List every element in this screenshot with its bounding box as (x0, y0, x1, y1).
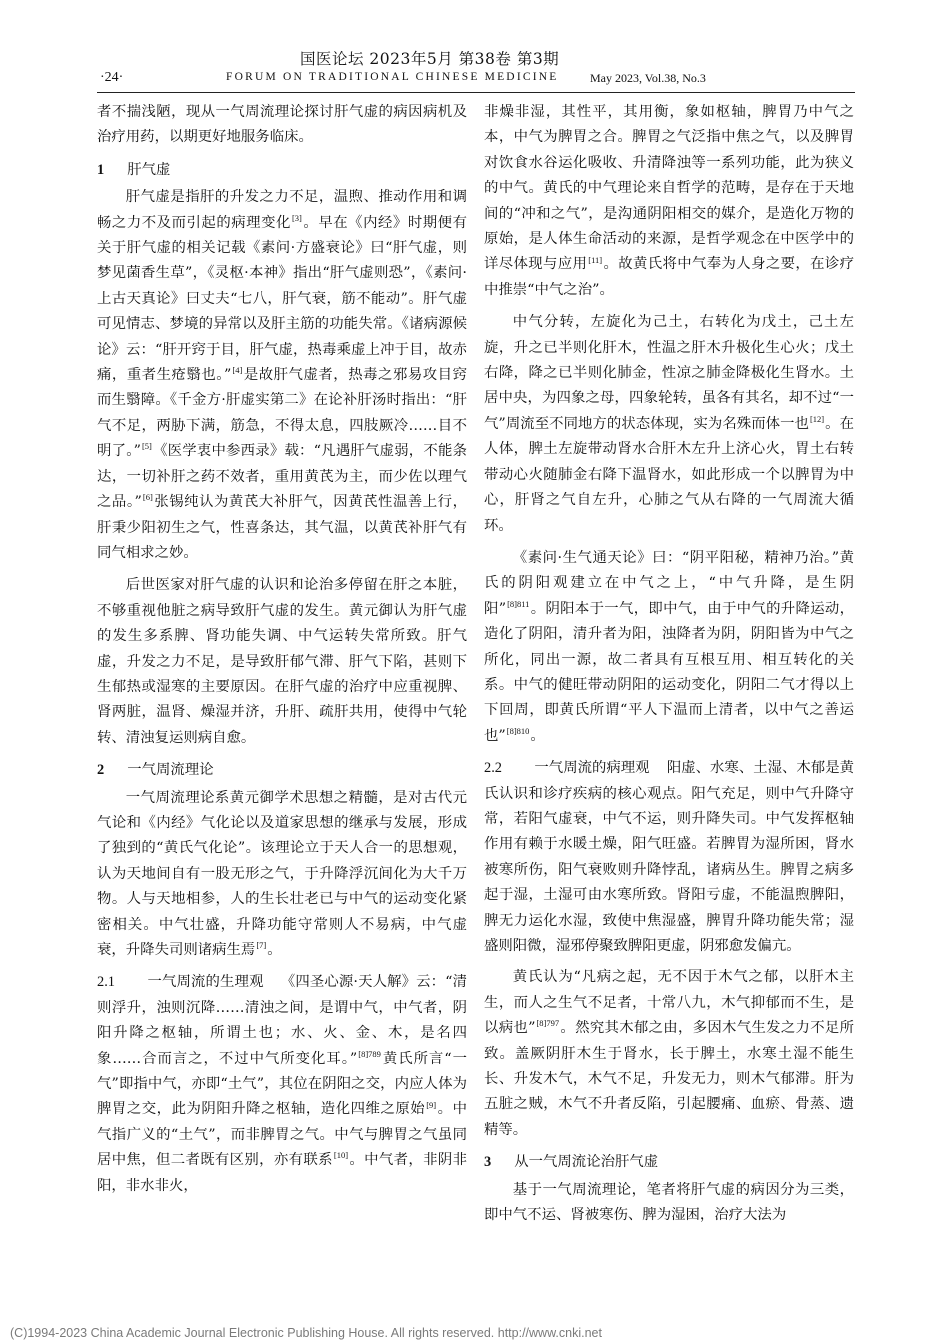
text-run: 中气分转，左旋化为己土，右转化为戊土，己土左旋，升之已半则化肝木，性温之肝木升极化生心火；戊土右降，降之已半则化肺金，性凉之肺金降极化生肾水。土居中央，为四象之母，四象轮转，虽各有其名，却不过“一气”周流至不同地方的状态体现，实为名殊而体一也 (484, 314, 854, 432)
section-title: 肝气虚 (127, 161, 171, 178)
citation[interactable]: [7] (256, 940, 267, 951)
section-heading-3 (484, 1150, 854, 1175)
paragraph: 基于一气周流理论，笔者将肝气虚的病因分为三类，即中气不运、肾被寒伤、脾为湿困，治疗大法为 (484, 1181, 854, 1224)
text-run: 黄氏认为“凡病之起，无不因于木气之郁，以肝木主生，而人之生气不足者，十常八九，木气抑郁而不生，是以病也” (484, 969, 854, 1037)
text-run: 《素问·生气通天论》曰：“阴平阳秘，精神乃治。”黄氏的阴阳观建立在中气之上，“中气升降，是生阴阳” (484, 549, 854, 617)
text-run: 。早在《内经》时期便有关于肝气虚的相关记载《素问·方盛衰论》曰“肝气虚，则梦见菌香生草”，《灵枢·本神》指出“肝气虚则恐”，《素问·上古天真论》曰丈夫“七八，肝气衰，筋不能动”。肝气虚可见情志、梦境的异常以及肝主筋的功能失常。《诸病源候论》云：“肝开窍于目，肝气虚，热毒乘虚上冲于目，故赤痛，重者生疮翳也。” (97, 214, 467, 384)
paragraph (484, 546, 854, 749)
subsection-number: 2.1 (97, 974, 115, 991)
text-run: 《四圣心源·天人解》云：“清则浮升，浊则沉降……清浊之间，是谓中气，中气者，阴阳升降之枢轴，所谓土也；水、火、金、木，是名四象……合而言之，不过中气所变化耳。” (97, 974, 467, 1067)
header-rule (97, 92, 855, 93)
citation[interactable]: [6] (142, 492, 153, 503)
citation[interactable]: [10] (333, 1150, 349, 1161)
paragraph (484, 965, 854, 1143)
citation[interactable]: [8]811 (507, 598, 530, 609)
text-run: 。然究其木郁之由，多因木气生发之力不足所致。盖厥阴肝木生于肾水，长于脾土，水寒土湿不能生长、升发木气，木气不足，升发无力，则木气郁滞。肝为五脏之贼，木气不升者反陷，引起腰痛、血瘀、骨蒸、遗精等。 (484, 1020, 854, 1138)
paragraph: 者不揣浅陋，现从一气周流理论探讨肝气虚的病因病机及治疗用药，以期更好地服务临床。 (97, 104, 467, 146)
text-run: 。中气者，非阴非阳，非水非火， (97, 1152, 467, 1194)
citation[interactable]: [8]797 (536, 1018, 560, 1029)
section-heading-2 (97, 758, 467, 783)
text-run: 。故黄氏将中气奉为人身之要，在诊疗中推崇“中气之治”。 (484, 256, 854, 298)
subsection-2-2 (484, 756, 854, 959)
text-run: 张锡纯认为黄芪大补肝气，因黄芪性温善上行，肝秉少阳初生之气，性喜条达，其气温，以黄芪补肝气有同气相求之妙。 (97, 494, 467, 561)
subsection-title: 一气周流的病理观 (534, 760, 650, 777)
subsection-number: 2.2 (484, 760, 502, 777)
paragraph (97, 185, 467, 566)
section-heading-1 (97, 158, 467, 183)
copyright-footer: (C)1994-2023 China Academic Journal Electronic Publishing House. All rights reserved. http://www.cnki.net (10, 1326, 602, 1340)
left-column (97, 100, 467, 1205)
journal-title-en: FORUM ON TRADITIONAL CHINESE MEDICINE (226, 71, 559, 83)
text-run: 。 (530, 727, 545, 744)
section-title: 从一气周流论治肝气虚 (514, 1154, 659, 1171)
citation[interactable]: [4] (232, 365, 243, 376)
citation[interactable]: [5] (141, 441, 152, 452)
text-run: 。在人体，脾土左旋带动肾水合肝木左升上济心火，胃土右转带动心火随肺金右降下温肾水，如此形成一个以脾胃为中心，肝肾之气自左升，心肺之气从右降的一气周流大循环。 (484, 415, 854, 534)
section-number: 1 (97, 161, 105, 178)
text-run: 《医学衷中参西录》载：“凡遇肝气虚弱，不能条达，一切补肝之药不效者，重用黄芪为主，而少佐以理气之品。” (97, 443, 467, 511)
text-run: 是故肝气虚者，热毒之邪易攻目窍而生翳障。《千金方·肝虚实第二》在论补肝汤时指出：“肝气不足，两胁下满，筋急，不得太息，四肢厥冷……目不明了。” (97, 367, 467, 460)
text-run: 肝气虚是指肝的升发之力不足，温煦、推动作用和调畅之力不及而引起的病理变化 (97, 189, 467, 231)
right-column (484, 100, 854, 1235)
text-run: 。中气指广义的“土气”，而非脾胃之气。中气与脾胃之气虽同居中焦，但二者既有区别，亦有联系 (97, 1101, 467, 1169)
paragraph (97, 786, 467, 964)
citation[interactable]: [3] (291, 212, 302, 223)
page-number: ·24· (100, 70, 124, 85)
journal-title-cn: 国医论坛 2023年5月 第38卷 第3期 (300, 50, 560, 68)
issue-date: May 2023, Vol.38, No.3 (590, 71, 706, 85)
text-run: 。阴阳本于一气，即中气，由于中气的升降运动，造化了阴阳，清升者为阳，浊降者为阴，阴阳皆为中气之所化，同出一源，故二者具有互根互用、相互转化的关系。中气的健旺带动阴阳的运动变化，阴阳二气才得以上下回周，即黄氏所谓“平人下温而上清者，以中气之善运也” (484, 600, 854, 744)
citation[interactable]: [8]789 (358, 1048, 381, 1059)
paragraph (484, 310, 854, 539)
citation[interactable]: [11] (588, 254, 603, 265)
section-title: 一气周流理论 (127, 762, 214, 779)
citation[interactable]: [8]810 (506, 725, 530, 736)
text-run: 阳虚、水寒、土湿、木郁是黄氏认识和诊疗疾病的核心观点。阳气充足，则中气升降守常，若阳气虚衰，中气不运，则升降失司。中气发挥枢轴作用有赖于水暖土燥，阳气旺盛。若脾胃为湿所困，肾水被寒所伤，阳气衰败则升降悖乱，诸病丛生。脾胃之病多起于湿，土湿可由水寒所致。肾阳亏虚，不能温煦脾阳，脾无力运化水湿，致使中焦湿盛，脾胃升降功能失常；湿盛则阳微，湿邪停聚致脾阳更虚，阴邪愈发偏亢。 (484, 760, 854, 954)
section-number: 2 (97, 762, 105, 779)
subsection-title: 一气周流的生理观 (147, 974, 264, 991)
text-run: 一气周流理论系黄元御学术思想之精髓，是对古代元气论和《内经》气化论以及道家思想的继承与发展，形成了独到的“黄氏气化论”。该理论立于天人合一的思想观，认为天地间自有一股无形之气，于升降浮沉间化为大千万物。人与天地相参，人的生长壮老已与中气的运动变化紧密相关。中气壮盛，升降功能守常则人不易病，中气虚衰，升降失司则诸病生焉 (97, 789, 467, 958)
citation[interactable]: [12] (809, 414, 825, 425)
subsection-2-1 (97, 970, 467, 1199)
text-run: 。 (267, 942, 282, 958)
section-number: 3 (484, 1154, 492, 1171)
text-run: 黄氏所言“一气”即指中气，亦即“土气”，其位在阴阳之交，内应人体为脾胃之交，此为阴阳升降之枢轴，造化四维之原始 (97, 1050, 467, 1118)
citation[interactable]: [9] (426, 1099, 437, 1110)
paragraph: 后世医家对肝气虚的认识和论治多停留在肝之本脏，不够重视他脏之病导致肝气虚的发生。黄元御认为肝气虚的发生多系脾、肾功能失调、中气运转失常所致。肝气虚，升发之力不足，是导致肝郁气滞、肝气下陷，甚则下生郁热或湿寒的主要原因。在肝气虚的治疗中应重视脾、肾两脏，温肾、燥湿并济，升肝、疏肝共用，使得中气轮转、清浊复运则病自愈。 (97, 577, 467, 746)
text-run: 非燥非湿，其性平，其用衡，象如枢轴，脾胃乃中气之本，中气为脾胃之合。脾胃之气泛指中焦之气，以及脾胃对饮食水谷运化吸收、升清降浊等一系列功能，此为狭义的中气。黄氏的中气理论来自哲学的范畴，是存在于天地间的“冲和之气”，是沟通阴阳相交的媒介，是造化万物的原始，是人体生命活动的来源，是哲学观念在中医学中的详尽体现与应用 (484, 104, 854, 273)
paragraph (484, 100, 854, 303)
